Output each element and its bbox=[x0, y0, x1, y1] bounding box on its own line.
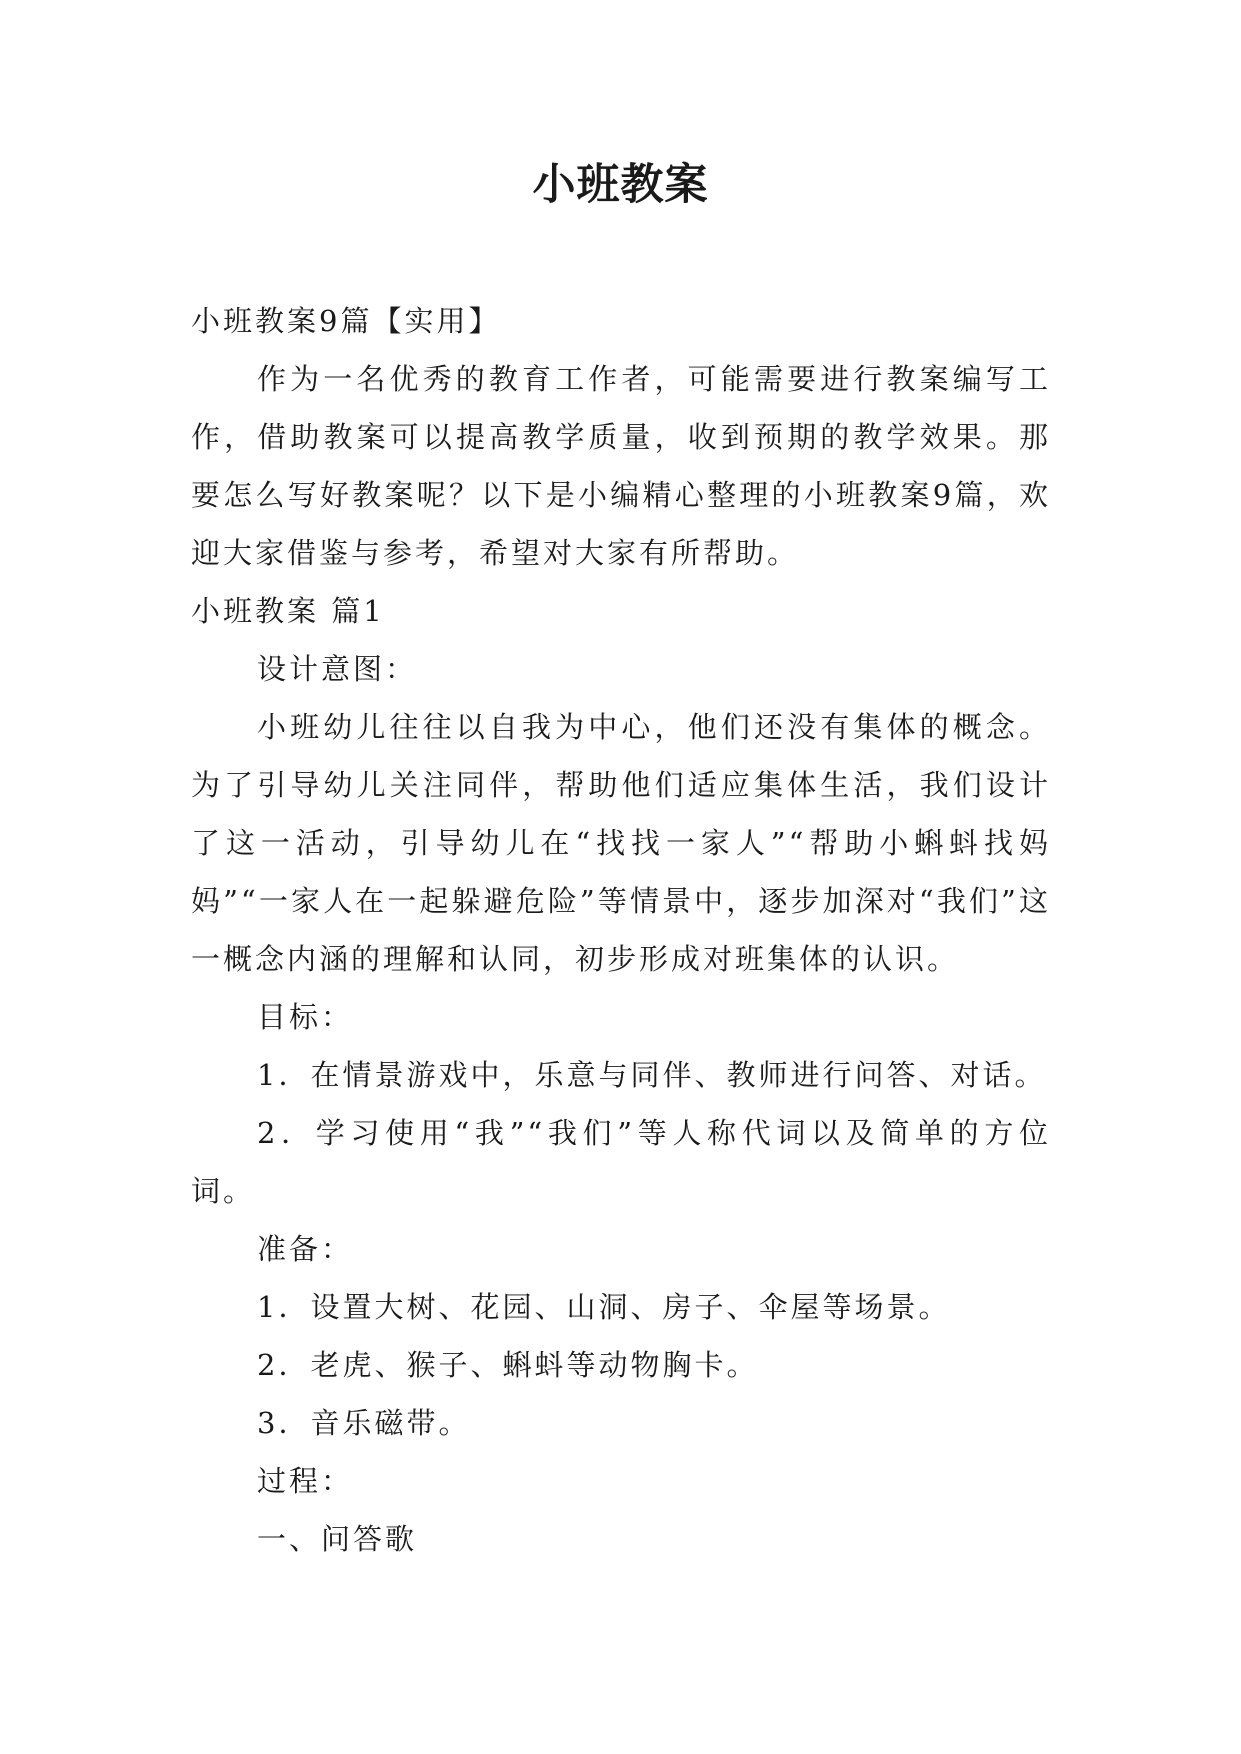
document-subtitle: 小班教案9篇【实用】 bbox=[191, 304, 501, 338]
section-heading: 小班教案 篇1 bbox=[191, 594, 385, 628]
document-body bbox=[191, 292, 1051, 1568]
design-label: 设计意图： bbox=[257, 652, 418, 686]
document-title: 小班教案 bbox=[532, 160, 709, 210]
goal-item-1: 1．在情景游戏中，乐意与同伴、教师进行问答、对话。 bbox=[257, 1058, 1047, 1092]
intro-paragraph: 作为一名优秀的教育工作者，可能需要进行教案编写工作，借助教案可以提高教学质量，收到预期的教学效果。那要怎么写好教案呢？以下是小编精心整理的小班教案9篇，欢迎大家借鉴与参考，希望对大家有所帮助。 bbox=[191, 362, 1051, 570]
prep-item-1: 1．设置大树、花园、山洞、房子、伞屋等场景。 bbox=[257, 1290, 951, 1324]
prep-label: 准备： bbox=[257, 1232, 354, 1266]
prep-item-3: 3．音乐磁带。 bbox=[257, 1406, 471, 1440]
process-step-1: 一、问答歌 bbox=[257, 1522, 418, 1556]
process-label: 过程： bbox=[257, 1464, 354, 1498]
goal-item-2: 2．学习使用“我”“我们”等人称代词以及简单的方位词。 bbox=[191, 1116, 1051, 1208]
design-paragraph: 小班幼儿往往以自我为中心，他们还没有集体的概念。为了引导幼儿关注同伴，帮助他们适应集体生活，我们设计了这一活动，引导幼儿在“找找一家人”“帮助小蝌蚪找妈妈”“一家人在一起躲避危险”等情景中，逐步加深对“我们”这一概念内涵的理解和认同，初步形成对班集体的认识。 bbox=[191, 710, 1051, 976]
goals-label: 目标： bbox=[257, 1000, 354, 1034]
prep-item-2: 2．老虎、猴子、蝌蚪等动物胸卡。 bbox=[257, 1348, 759, 1382]
